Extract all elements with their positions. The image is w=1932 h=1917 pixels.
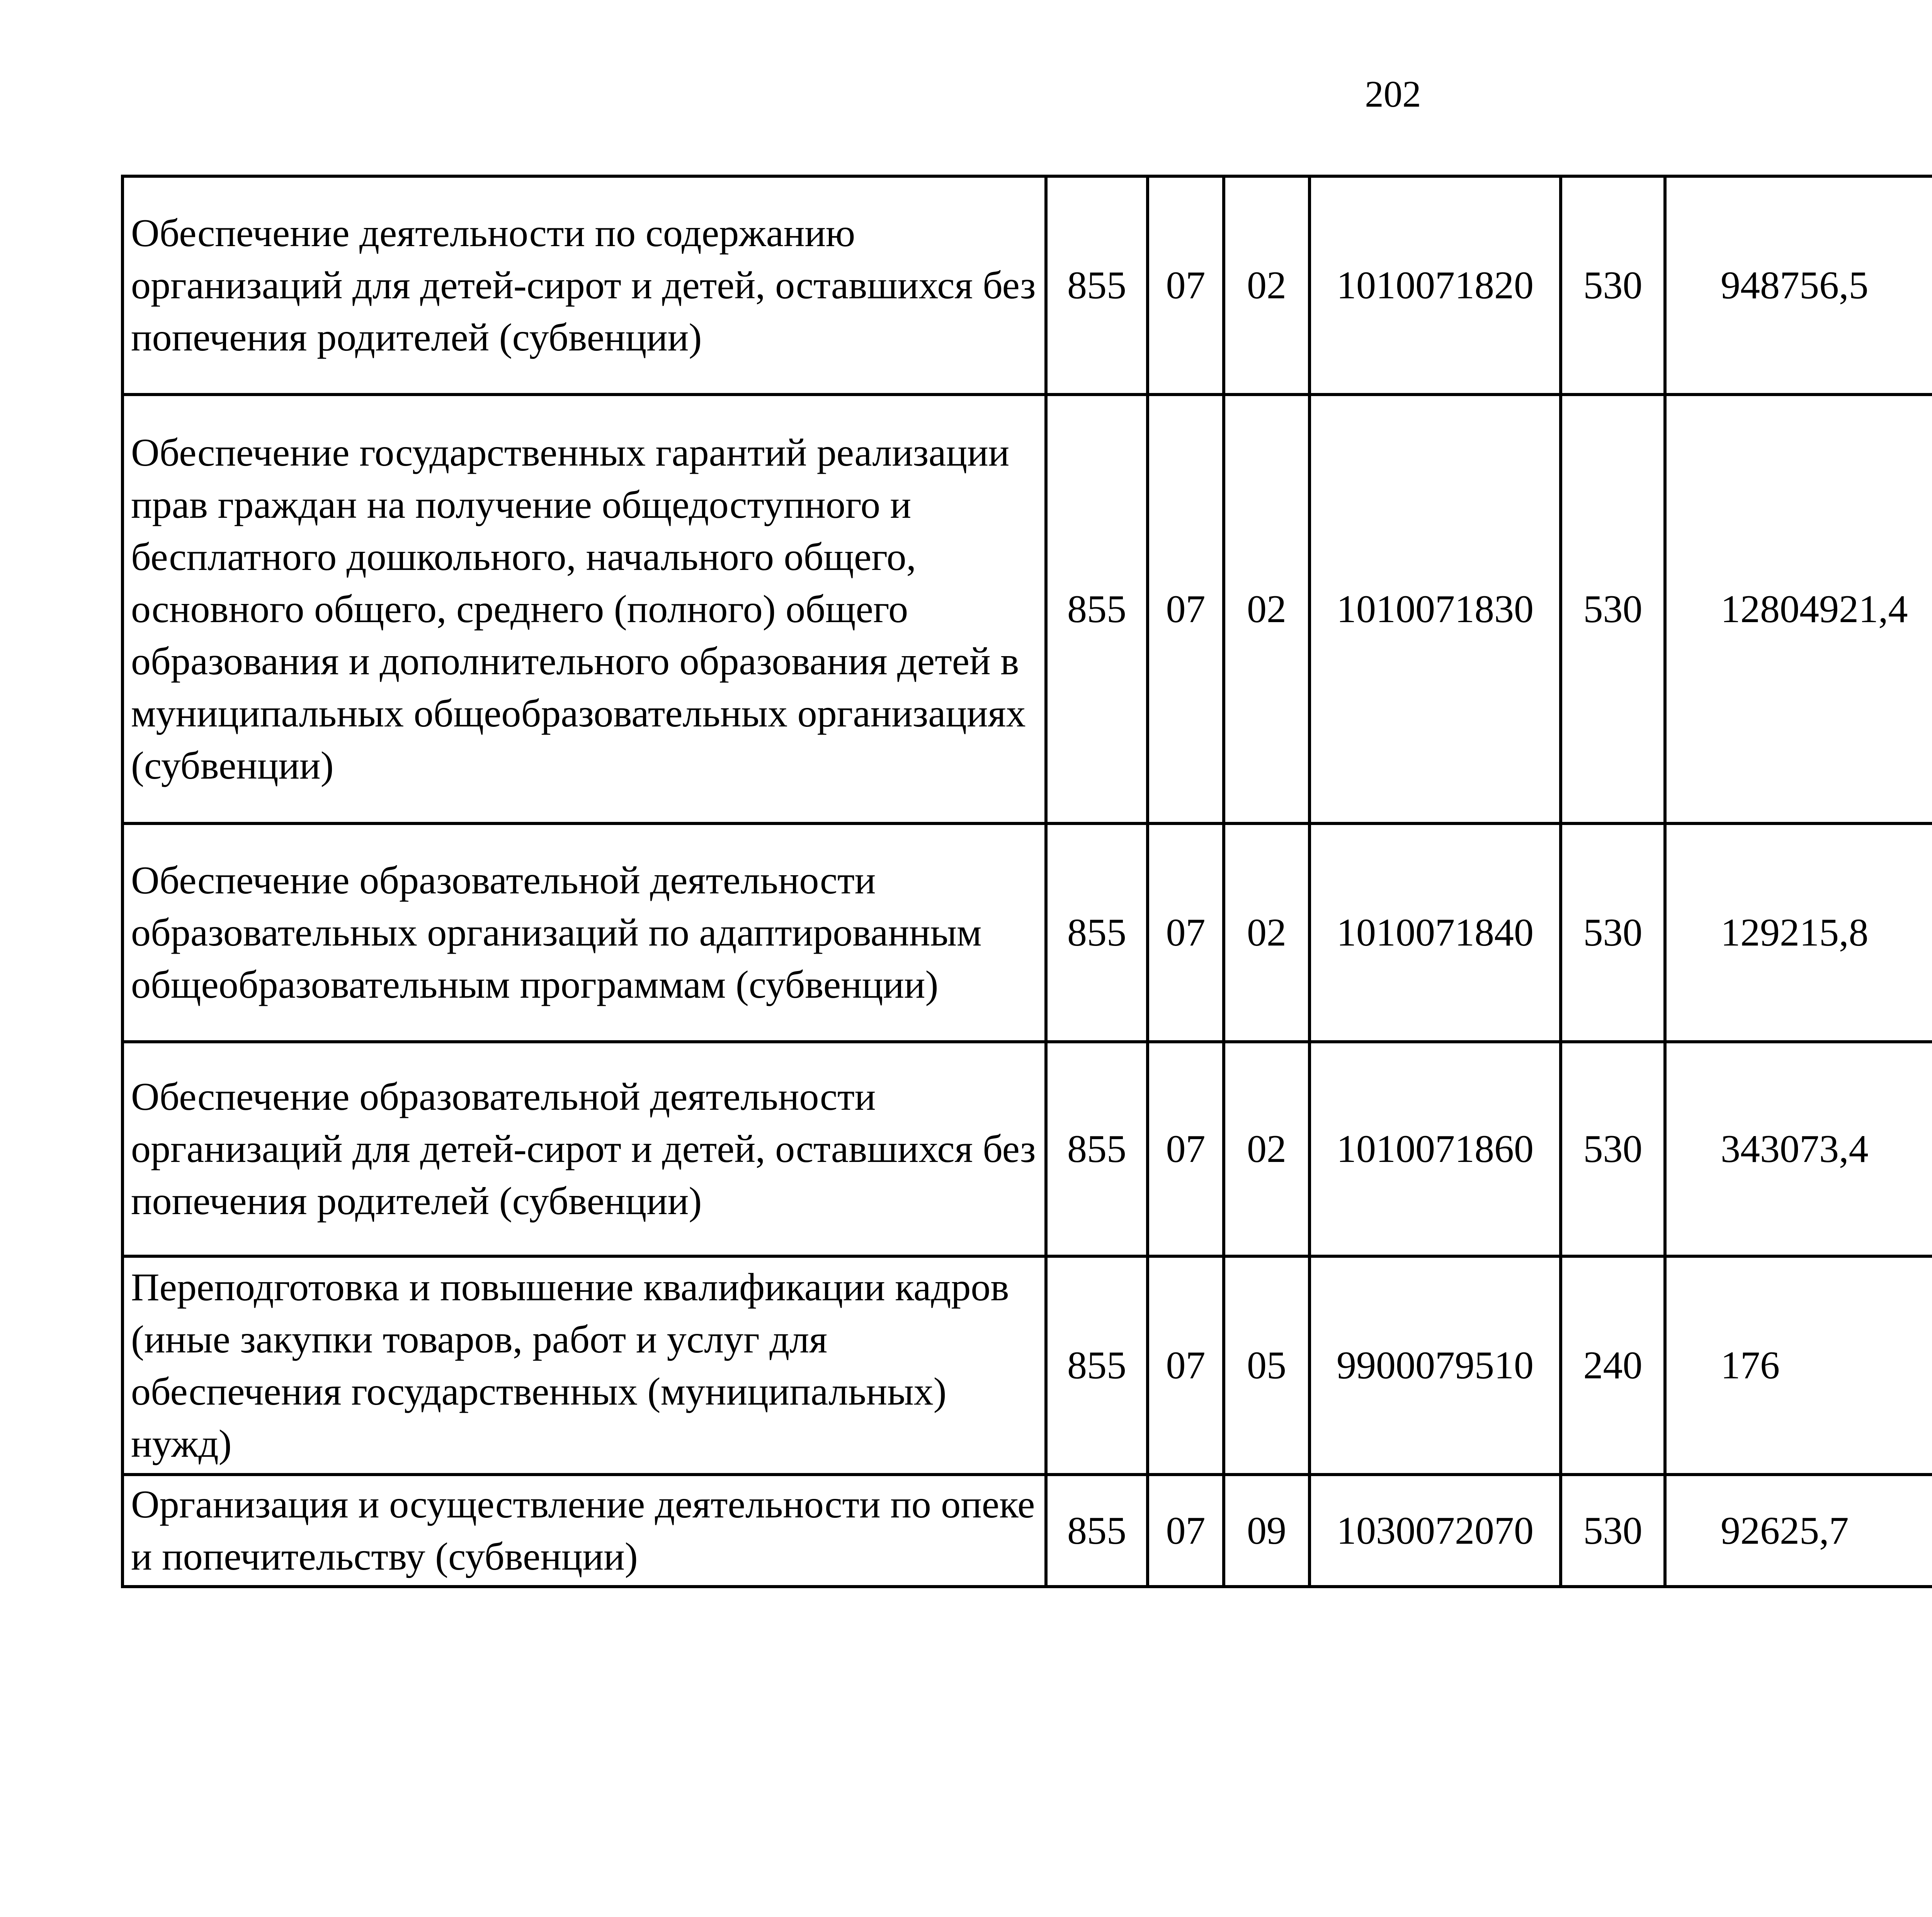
expense-type-cell: 530 [1561,395,1665,823]
target-article-cell: 1010071860 [1310,1042,1561,1256]
table-row [122,176,1932,395]
section-code-cell: 07 [1148,823,1224,1042]
target-article-cell: 1030072070 [1310,1475,1561,1587]
grbs-code-cell: 855 [1046,176,1148,395]
grbs-code-cell: 855 [1046,1042,1148,1256]
subsection-code-cell: 02 [1224,1042,1310,1256]
target-article-cell: 1010071820 [1310,176,1561,395]
expense-name-cell: Переподготовка и повышение квалификации кадров (иные закупки товаров, работ и услуг для обеспечения государственных (муниципальных) нужд) [122,1256,1046,1475]
grbs-code-cell: 855 [1046,823,1148,1042]
grbs-code-cell: 855 [1046,1475,1148,1587]
expense-type-cell: 530 [1561,176,1665,395]
expense-type-cell: 530 [1561,823,1665,1042]
table-row [122,395,1932,823]
expense-name-cell: Обеспечение государственных гарантий реализации прав граждан на получение общедоступного и бесплатного дошкольного, начального общего, основного общего, среднего (полного) общего образования и дополнительного образования детей в муниципальных общеобразовательных организациях (субвенции) [122,395,1046,823]
expense-name-cell: Обеспечение образовательной деятельности образовательных организаций по адаптированным общеобразовательным программам (субвенции) [122,823,1046,1042]
expense-type-cell: 530 [1561,1042,1665,1256]
target-article-cell: 1010071840 [1310,823,1561,1042]
section-code-cell: 07 [1148,1475,1224,1587]
expense-name-cell: Организация и осуществление деятельности по опеке и попечительству (субвенции) [122,1475,1046,1587]
table-row [122,823,1932,1042]
table-row [122,1256,1932,1475]
target-article-cell: 9900079510 [1310,1256,1561,1475]
grbs-code-cell: 855 [1046,1256,1148,1475]
amount-year1-cell: 343073,4 [1665,1042,1932,1256]
budget-table [121,175,1932,1588]
expense-name-cell: Обеспечение образовательной деятельности организаций для детей-сирот и детей, оставшихся без попечения родителей (субвенции) [122,1042,1046,1256]
amount-year1-cell: 129215,8 [1665,823,1932,1042]
amount-year1-cell: 176 [1665,1256,1932,1475]
subsection-code-cell: 09 [1224,1475,1310,1587]
section-code-cell: 07 [1148,176,1224,395]
section-code-cell: 07 [1148,395,1224,823]
table-row [122,1475,1932,1587]
amount-year1-cell: 92625,7 [1665,1475,1932,1587]
amount-year1-cell: 948756,5 [1665,176,1932,395]
grbs-code-cell: 855 [1046,395,1148,823]
expense-type-cell: 240 [1561,1256,1665,1475]
expense-name-cell: Обеспечение деятельности по содержанию организаций для детей-сирот и детей, оставшихся без попечения родителей (субвенции) [122,176,1046,395]
page-number: 202 [1365,73,1421,115]
section-code-cell: 07 [1148,1042,1224,1256]
section-code-cell: 07 [1148,1256,1224,1475]
amount-year1-cell: 12804921,4 [1665,395,1932,823]
subsection-code-cell: 02 [1224,176,1310,395]
target-article-cell: 1010071830 [1310,395,1561,823]
expense-type-cell: 530 [1561,1475,1665,1587]
subsection-code-cell: 05 [1224,1256,1310,1475]
table-row [122,1042,1932,1256]
subsection-code-cell: 02 [1224,395,1310,823]
subsection-code-cell: 02 [1224,823,1310,1042]
